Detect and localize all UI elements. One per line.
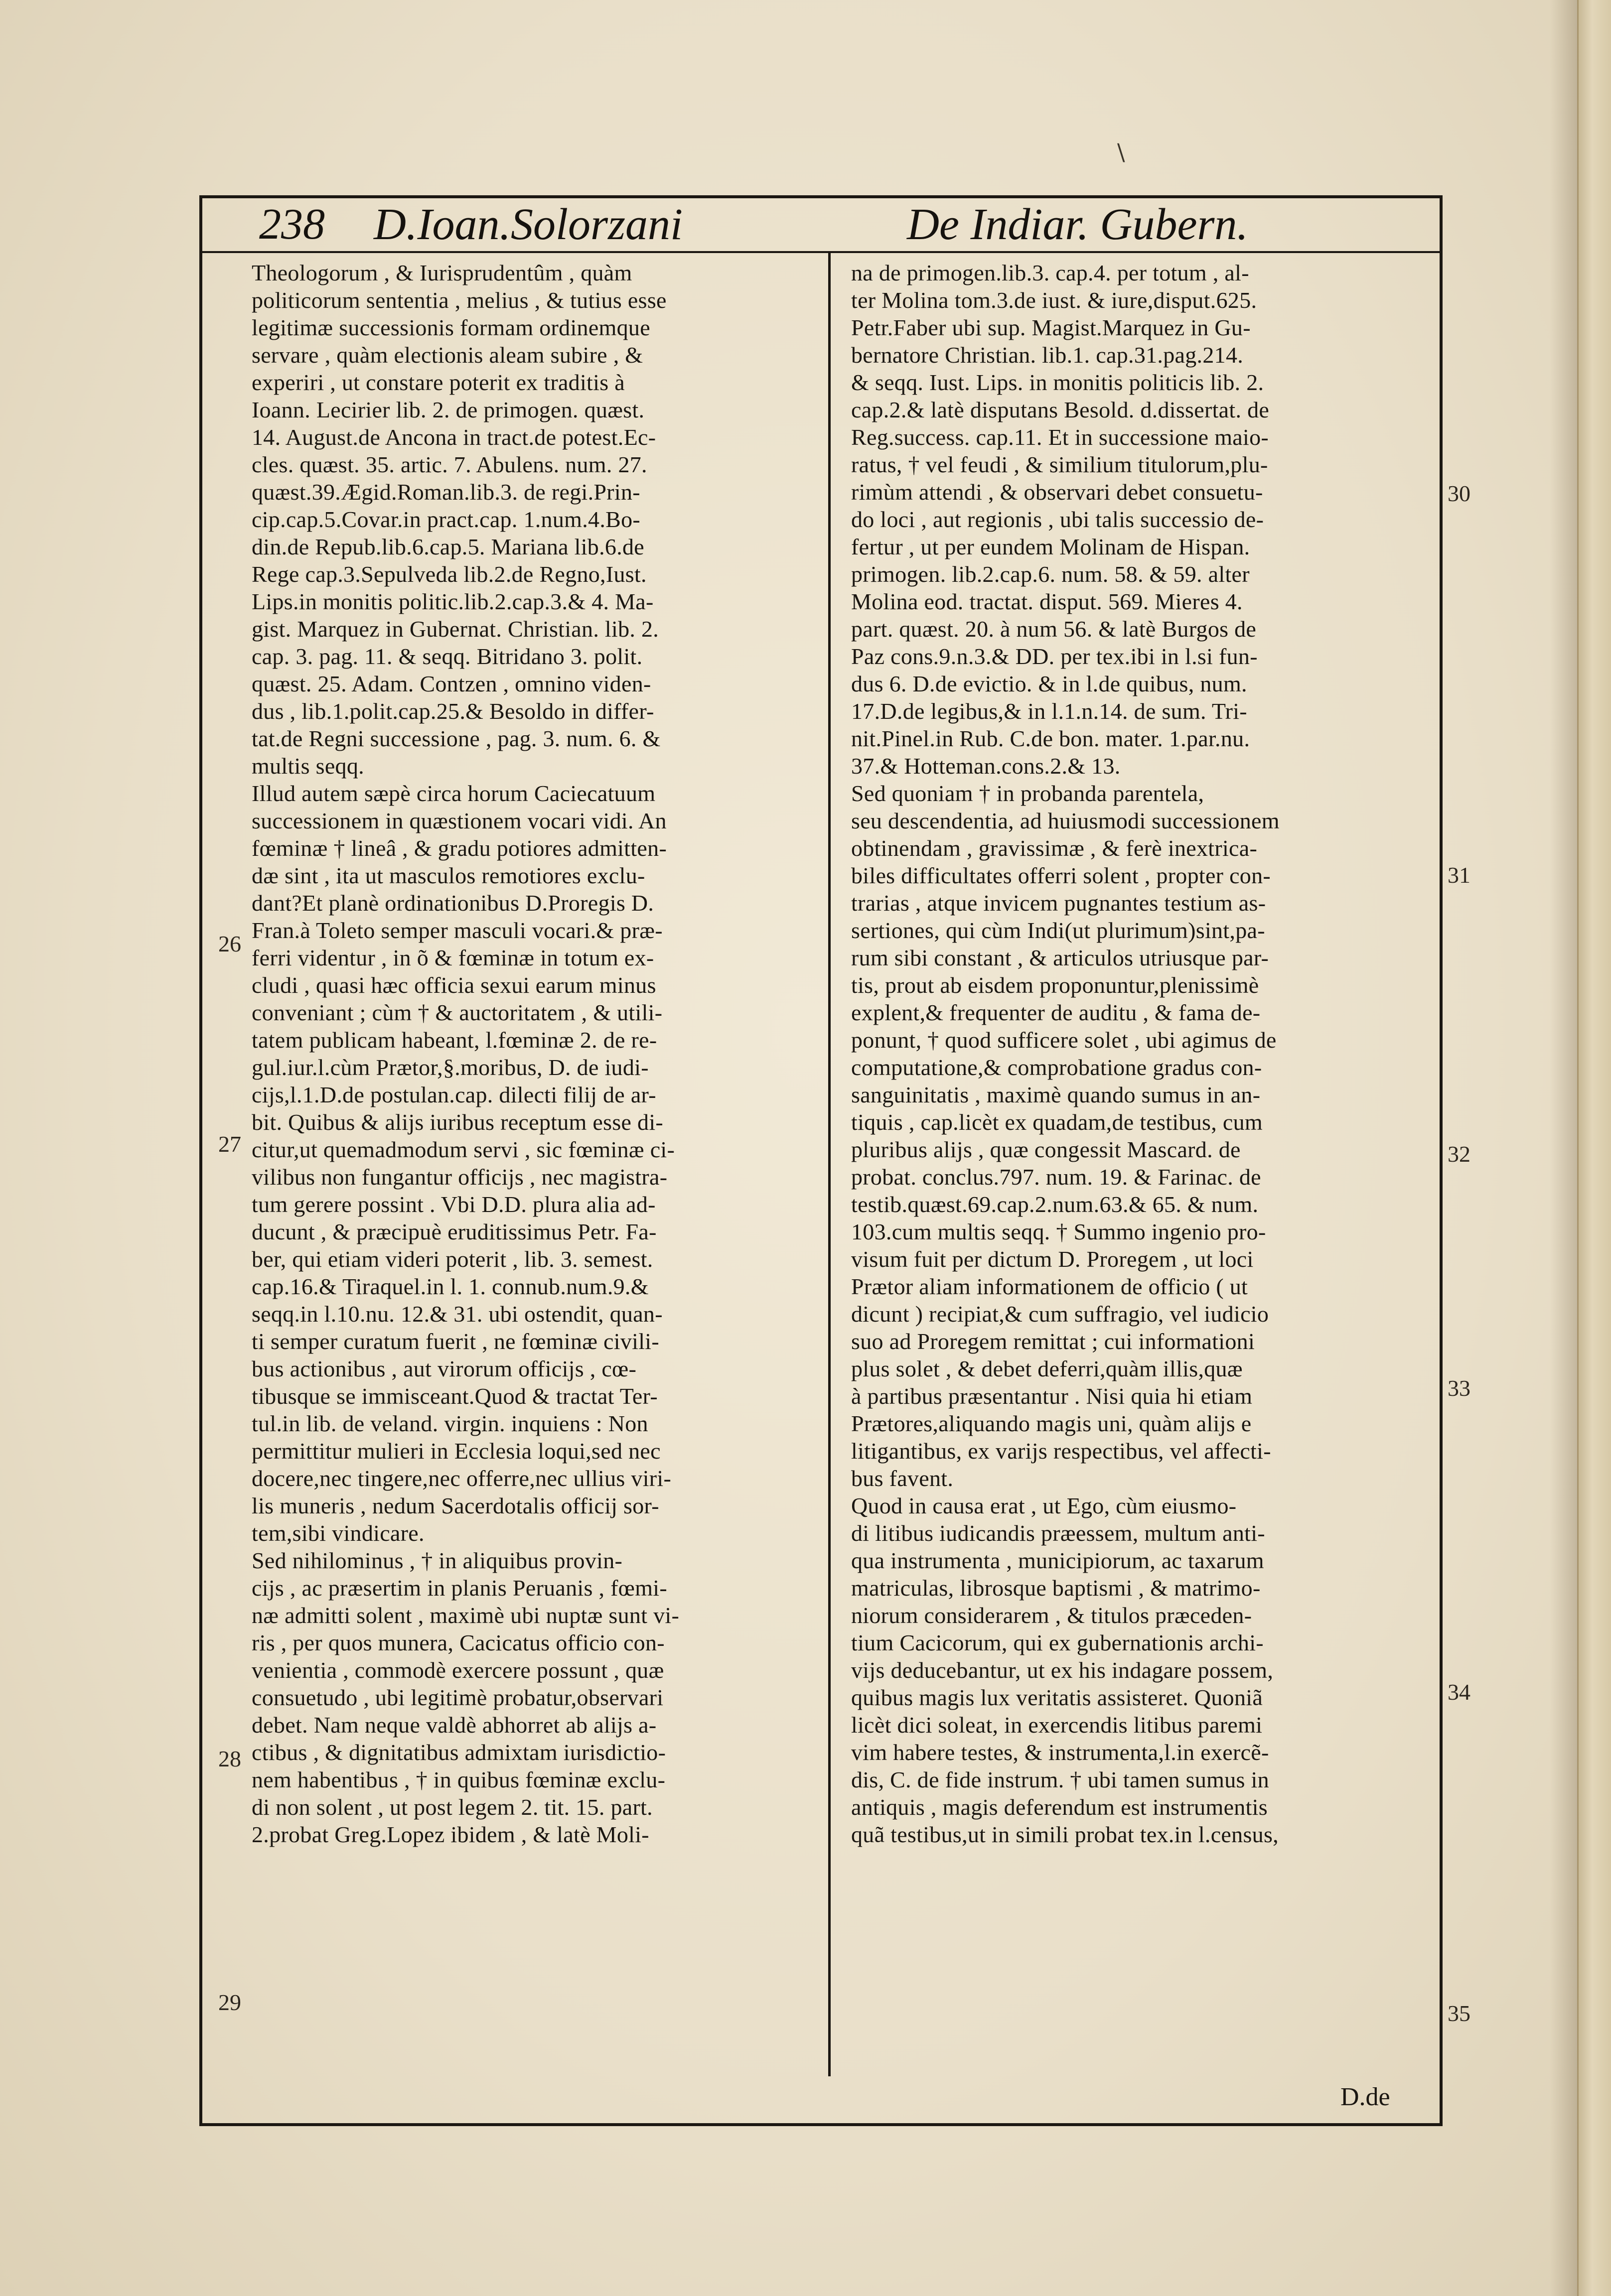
frame-right-rule bbox=[1440, 195, 1443, 2126]
text-line: cludi , quasi hæc officia sexui earum minus bbox=[252, 972, 656, 998]
margin-number: 26 bbox=[218, 931, 241, 956]
text-line: biles difficultates offerri solent , propter con- bbox=[851, 863, 1271, 888]
text-line: ratus, † vel feudi , & similium titulorum,plu- bbox=[851, 452, 1268, 477]
text-line: permittitur mulieri in Ecclesia loqui,sed nec bbox=[252, 1438, 661, 1464]
text-line: Petr.Faber ubi sup. Magist.Marquez in Gu- bbox=[851, 315, 1251, 340]
facing-page-edge bbox=[1577, 0, 1611, 2296]
text-line: seqq.in l.10.nu. 12.& 31. ubi ostendit, quan- bbox=[252, 1301, 663, 1327]
text-line: Paz cons.9.n.3.& DD. per tex.ibi in l.si fun- bbox=[851, 644, 1258, 669]
text-line: legitimæ successionis formam ordinemque bbox=[252, 315, 650, 340]
text-line: docere,nec tingere,nec offerre,nec ullius viri- bbox=[252, 1466, 672, 1491]
text-line: pluribus alijs , quæ congessit Mascard. de bbox=[851, 1137, 1241, 1162]
text-line: Sed quoniam † in probanda parentela, bbox=[851, 781, 1204, 806]
text-line: part. quæst. 20. à num 56. & latè Burgos de bbox=[851, 616, 1257, 642]
text-line: Reg.success. cap.11. Et in successione maio- bbox=[851, 424, 1269, 450]
text-line: ris , per quos munera, Cacicatus officio con- bbox=[252, 1630, 665, 1655]
text-line: do loci , aut regionis , ubi talis successio de- bbox=[851, 507, 1264, 532]
text-line: plus solet , & debet deferri,quàm illis,quæ bbox=[851, 1356, 1243, 1381]
text-line: probat. conclus.797. num. 19. & Farinac. de bbox=[851, 1164, 1261, 1190]
text-line: multis seqq. bbox=[252, 753, 364, 779]
text-line: à partibus præsentantur . Nisi quia hi etiam bbox=[851, 1383, 1253, 1409]
text-line: tum gerere possint . Vbi D.D. plura alia ad- bbox=[252, 1192, 656, 1217]
text-line: Lips.in monitis politic.lib.2.cap.3.& 4. Ma- bbox=[252, 589, 654, 614]
text-line: ter Molina tom.3.de iust. & iure,disput.625. bbox=[851, 287, 1257, 313]
text-line: ferri videntur , in õ & fœminæ in totum ex- bbox=[252, 945, 654, 970]
text-line: dicunt ) recipiat,& cum suffragio, vel iudicio bbox=[851, 1301, 1269, 1327]
text-line: nem habentibus , † in quibus fœminæ exclu- bbox=[252, 1767, 666, 1792]
text-line: rum sibi constant , & articulos utriusque par- bbox=[851, 945, 1269, 970]
text-line: seu descendentia, ad huiusmodi successionem bbox=[851, 808, 1280, 833]
text-line: debet. Nam neque valdè abhorret ab alijs a- bbox=[252, 1712, 657, 1738]
text-line: bus actionibus , aut virorum officijs , cœ- bbox=[252, 1356, 637, 1381]
text-line: vijs deducebantur, ut ex his indagare possem, bbox=[851, 1657, 1274, 1683]
text-line: tiquis , cap.licèt ex quadam,de testibus, cum bbox=[851, 1109, 1263, 1135]
margin-number: 35 bbox=[1448, 2001, 1470, 2026]
text-line: antiquis , magis deferendum est instrumentis bbox=[851, 1794, 1268, 1820]
footer-rule bbox=[199, 2123, 1443, 2126]
margin-number: 33 bbox=[1448, 1375, 1470, 1401]
text-line: tis, prout ab eisdem proponuntur,plenissimè bbox=[851, 972, 1259, 998]
margin-number: 27 bbox=[218, 1131, 241, 1157]
text-line: fertur , ut per eundem Molinam de Hispan. bbox=[851, 534, 1250, 559]
text-line: 2.probat Greg.Lopez ibidem , & latè Moli- bbox=[252, 1822, 649, 1847]
text-line: Prætores,aliquando magis uni, quàm alijs e bbox=[851, 1411, 1252, 1436]
text-line: 37.& Hotteman.cons.2.& 13. bbox=[851, 753, 1121, 779]
text-line: litigantibus, ex varijs respectibus, vel affecti- bbox=[851, 1438, 1271, 1464]
text-line: ducunt , & præcipuè eruditissimus Petr. Fa- bbox=[252, 1219, 657, 1244]
text-line: sertiones, qui cùm Indi(ut plurimum)sint,pa- bbox=[851, 918, 1265, 943]
text-line: Illud autem sæpè circa horum Caciecatuum bbox=[252, 781, 656, 806]
text-line: rimùm attendi , & observari debet consuetu- bbox=[851, 479, 1263, 505]
text-line: suo ad Proregem remittat ; cui informationi bbox=[851, 1329, 1255, 1354]
text-line: ctibus , & dignitatibus admixtam iurisdictio- bbox=[252, 1740, 666, 1765]
text-line: bit. Quibus & alijs iuribus receptum esse di- bbox=[252, 1109, 664, 1135]
margin-number: 29 bbox=[218, 1990, 241, 2015]
header-bottom-rule bbox=[199, 251, 1443, 253]
margin-number: 30 bbox=[1448, 481, 1470, 506]
text-line: licèt dici soleat, in exercendis litibus paremi bbox=[851, 1712, 1263, 1738]
text-line: dus , lib.1.polit.cap.25.& Besoldo in differ- bbox=[252, 698, 654, 724]
text-line: venientia , commodè exercere possunt , quæ bbox=[252, 1657, 664, 1683]
frame-left-rule bbox=[199, 195, 202, 2126]
text-line: tium Cacicorum, qui ex gubernationis archi- bbox=[851, 1630, 1264, 1655]
text-line: næ admitti solent , maximè ubi nuptæ sunt vi- bbox=[252, 1603, 680, 1628]
text-line: successionem in quæstionem vocari vidi. An bbox=[252, 808, 667, 833]
text-line: qua instrumenta , municipiorum, ac taxarum bbox=[851, 1548, 1264, 1573]
text-line: 17.D.de legibus,& in l.1.n.14. de sum. Tri- bbox=[851, 698, 1247, 724]
text-line: matriculas, librosque baptismi , & matrimo- bbox=[851, 1575, 1261, 1601]
text-line: dus 6. D.de evictio. & in l.de quibus, num. bbox=[851, 671, 1247, 696]
text-line: primogen. lib.2.cap.6. num. 58. & 59. alter bbox=[851, 561, 1250, 587]
text-line: niorum considerarem , & titulos præceden- bbox=[851, 1603, 1252, 1628]
text-line: din.de Repub.lib.6.cap.5. Mariana lib.6.de bbox=[252, 534, 645, 559]
text-line: tatem publicam habeant, l.fœminæ 2. de re- bbox=[252, 1027, 657, 1053]
text-line: cijs,l.1.D.de postulan.cap. dilecti filij de ar- bbox=[252, 1082, 656, 1107]
text-line: Prætor aliam informationem de officio ( ut bbox=[851, 1274, 1248, 1299]
running-head-title: De Indiar. Gubern. bbox=[907, 200, 1248, 249]
text-line: cap.2.& latè disputans Besold. d.dissertat. de bbox=[851, 397, 1270, 422]
text-line: bernatore Christian. lib.1. cap.31.pag.214. bbox=[851, 342, 1244, 368]
text-line: bus favent. bbox=[851, 1466, 954, 1491]
text-line: testib.quæst.69.cap.2.num.63.& 65. & num. bbox=[851, 1192, 1259, 1217]
text-line: Theologorum , & Iurisprudentûm , quàm bbox=[252, 260, 632, 285]
text-line: cip.cap.5.Covar.in pract.cap. 1.num.4.Bo- bbox=[252, 507, 641, 532]
text-line: experiri , ut constare poterit ex traditis à bbox=[252, 370, 625, 395]
gutter-shadow bbox=[1550, 0, 1580, 2296]
text-line: conveniant ; cùm † & auctoritatem , & utili- bbox=[252, 1000, 663, 1025]
text-line: politicorum sententia , melius , & tutius esse bbox=[252, 287, 667, 313]
text-line: quæst. 25. Adam. Contzen , omnino viden- bbox=[252, 671, 651, 696]
text-line: Fran.à Toleto semper masculi vocari.& præ- bbox=[252, 918, 663, 943]
text-line: dant?Et planè ordinationibus D.Proregis D. bbox=[252, 890, 654, 916]
text-line: Ioann. Lecirier lib. 2. de primogen. quæst. bbox=[252, 397, 645, 422]
text-line: 103.cum multis seqq. † Summo ingenio pro- bbox=[851, 1219, 1266, 1244]
text-line: ti semper curatum fuerit , ne fœminæ civili- bbox=[252, 1329, 659, 1354]
text-line: di non solent , ut post legem 2. tit. 15. part. bbox=[252, 1794, 653, 1820]
margin-number: 31 bbox=[1448, 862, 1470, 888]
text-line: Rege cap.3.Sepulveda lib.2.de Regno,Iust. bbox=[252, 561, 647, 587]
text-line: cap. 3. pag. 11. & seqq. Bitridano 3. polit. bbox=[252, 644, 643, 669]
text-line: Molina eod. tractat. disput. 569. Mieres 4. bbox=[851, 589, 1243, 614]
text-line: fœminæ † lineâ , & gradu potiores admitten- bbox=[252, 835, 667, 861]
text-line: computatione,& comprobatione gradus con- bbox=[851, 1055, 1262, 1080]
text-line: & seqq. Iust. Lips. in monitis politicis lib. 2. bbox=[851, 370, 1264, 395]
stray-ink-mark: \ bbox=[1117, 138, 1125, 165]
text-line: obtinendam , gravissimæ , & ferè inextrica- bbox=[851, 835, 1258, 861]
text-line: citur,ut quemadmodum servi , sic fœminæ ci- bbox=[252, 1137, 675, 1162]
text-line: sanguinitatis , maximè quando sumus in an- bbox=[851, 1082, 1261, 1107]
text-line: consuetudo , ubi legitimè probatur,observari bbox=[252, 1685, 664, 1710]
page-number: 238 bbox=[259, 200, 325, 249]
text-line: quæst.39.Ægid.Roman.lib.3. de regi.Prin- bbox=[252, 479, 640, 505]
catchword: D.de bbox=[1340, 2083, 1390, 2111]
text-line: 14. August.de Ancona in tract.de potest.Ec- bbox=[252, 424, 656, 450]
text-line: servare , quàm electionis aleam subire , & bbox=[252, 342, 643, 368]
text-line: cles. quæst. 35. artic. 7. Abulens. num. 27. bbox=[252, 452, 647, 477]
text-line: cijs , ac præsertim in planis Peruanis , fœmi- bbox=[252, 1575, 667, 1601]
text-line: dæ sint , ita ut masculos remotiores exclu- bbox=[252, 863, 645, 888]
text-line: tem,sibi vindicare. bbox=[252, 1520, 425, 1546]
text-line: quã testibus,ut in simili probat tex.in l.census, bbox=[851, 1822, 1279, 1847]
text-line: Quod in causa erat , ut Ego, cùm eiusmo- bbox=[851, 1493, 1237, 1518]
margin-number: 28 bbox=[218, 1746, 241, 1771]
text-line: dis, C. de fide instrum. † ubi tamen sumus in bbox=[851, 1767, 1269, 1792]
right-text-column bbox=[851, 259, 1417, 1848]
text-line: tat.de Regni successione , pag. 3. num. 6. & bbox=[252, 726, 661, 751]
running-head-author: D.Ioan.Solorzani bbox=[374, 200, 683, 249]
text-line: cap.16.& Tiraquel.in l. 1. connub.num.9.& bbox=[252, 1274, 649, 1299]
text-line: Sed nihilominus , † in aliquibus provin- bbox=[252, 1548, 623, 1573]
text-line: vilibus non fungantur officijs , nec magistra- bbox=[252, 1164, 668, 1190]
text-line: ber, qui etiam videri poterit , lib. 3. semest. bbox=[252, 1246, 653, 1272]
text-line: lis muneris , nedum Sacerdotalis officij sor- bbox=[252, 1493, 659, 1518]
text-line: quibus magis lux veritatis assisteret. Quoniã bbox=[851, 1685, 1263, 1710]
text-line: di litibus iudicandis præessem, multum anti- bbox=[851, 1520, 1265, 1546]
left-text-column bbox=[252, 259, 817, 1848]
margin-number: 34 bbox=[1448, 1679, 1470, 1705]
text-line: trarias , atque invicem pugnantes testium as- bbox=[851, 890, 1266, 916]
text-line: visum fuit per dictum D. Proregem , ut loci bbox=[851, 1246, 1254, 1272]
text-line: explent,& frequenter de auditu , & fama de- bbox=[851, 1000, 1261, 1025]
text-line: ponunt, † quod sufficere solet , ubi agimus de bbox=[851, 1027, 1277, 1053]
text-line: gist. Marquez in Gubernat. Christian. lib. 2. bbox=[252, 616, 659, 642]
margin-number: 32 bbox=[1448, 1141, 1470, 1167]
text-line: na de primogen.lib.3. cap.4. per totum , al- bbox=[851, 260, 1249, 285]
text-line: gul.iur.l.cùm Prætor,§.moribus, D. de iudi- bbox=[252, 1055, 649, 1080]
column-divider bbox=[828, 253, 831, 2076]
text-line: tibusque se immisceant.Quod & tractat Ter- bbox=[252, 1383, 658, 1409]
text-line: vim habere testes, & instrumenta,l.in exercẽ- bbox=[851, 1740, 1269, 1765]
text-line: tul.in lib. de veland. virgin. inquiens : Non bbox=[252, 1411, 648, 1436]
text-line: nit.Pinel.in Rub. C.de bon. mater. 1.par.nu. bbox=[851, 726, 1250, 751]
